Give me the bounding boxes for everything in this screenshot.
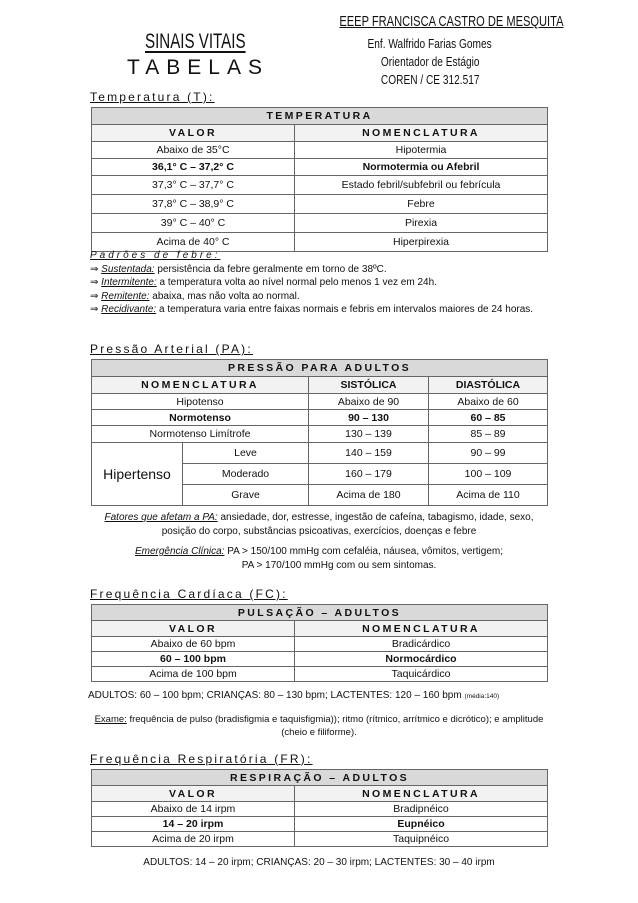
pressure-emergency: Emergência Clínica: PA > 150/100 mmHg com cefaléia, náusea, vômitos, vertigem; PA > 170/100 mmHg com ou sem sintomas.	[134, 546, 504, 571]
table-row: 39° C – 40° C Pirexia	[92, 214, 548, 233]
fever-patterns	[90, 249, 548, 317]
column-header-value: VALOR	[92, 786, 295, 802]
fever-item: ⇒ Intermitente: a temperatura volta ao nível normal pelo menos 1 vez em 24h.	[90, 277, 437, 288]
table-row: Abaixo de 14 irpm Bradipnéico	[92, 802, 548, 817]
fever-patterns-title: Padrões de febre:	[90, 250, 221, 261]
fever-item: ⇒ Recidivante: a temperatura varia entre faixas normais e febris em intervalos maiores de 24 horas.	[90, 304, 534, 315]
table-caption: RESPIRAÇÃO – ADULTOS	[92, 770, 548, 786]
table-row: Abaixo de 35°C Hipotermia	[92, 142, 548, 159]
school-name: EEEP FRANCISCA CASTRO DE MESQUITA	[339, 13, 564, 30]
table-row: Moderado 160 – 179 100 – 109	[92, 464, 548, 485]
heart-rate-table	[91, 604, 548, 682]
table-row: 14 – 20 irpm Eupnéico	[92, 817, 548, 832]
column-header-value: VALOR	[92, 125, 295, 142]
pulse-exam: Exame: frequência de pulso (bradisfigmia e taquisfigmia)); ritmo (rítmico, arrítmico e dicrótico); e amplitude (cheio e filiforme).	[94, 714, 544, 738]
table-row: 37,8° C – 38,9° C Febre	[92, 195, 548, 214]
pressure-factors: Fatores que afetam a PA: ansiedade, dor, estresse, ingestão de cafeína, tabagismo, idade, sexo, posição do corpo, substâncias psicoativas, exercícios, doenças e febre	[104, 512, 534, 537]
fever-item: ⇒ Sustentada: persistência da febre geralmente em torno de 38ºC.	[90, 263, 387, 275]
table-caption: TEMPERATURA	[92, 108, 548, 125]
fever-item: ⇒ Remitente: abaixa, mas não volta ao normal.	[90, 290, 300, 302]
coren-number: COREN / CE 312.517	[380, 72, 480, 87]
document-title: SINAIS VITAIS	[145, 30, 246, 53]
table-row: Hipertenso Leve 140 – 159 90 – 99	[92, 443, 548, 464]
teacher-role: Orientador de Estágio	[380, 54, 480, 69]
pressure-table	[91, 359, 548, 506]
column-header-diastolic: DIASTÓLICA	[429, 377, 548, 394]
temperature-section-title: Temperatura (T):	[90, 90, 215, 104]
column-header-systolic: SISTÓLICA	[309, 377, 429, 394]
table-row: 60 – 100 bpm Normocárdico	[92, 652, 548, 667]
table-row: Hipotenso Abaixo de 90 Abaixo de 60	[92, 394, 548, 410]
column-header-value: VALOR	[92, 621, 295, 637]
table-row: Grave Acima de 180 Acima de 110	[92, 485, 548, 506]
heart-rate-ages: ADULTOS: 60 – 100 bpm; CRIANÇAS: 80 – 130 bpm; LACTENTES: 120 – 160 bpm (média:140)	[88, 690, 500, 701]
table-caption: PRESSÃO PARA ADULTOS	[92, 360, 548, 377]
column-header-name: NOMENCLATURA	[295, 621, 548, 637]
table-row: Acima de 100 bpm Taquicárdico	[92, 667, 548, 682]
document-subtitle: TABELAS	[127, 56, 269, 79]
table-row: 36,1° C – 37,2° C Normotermia ou Afebril	[92, 159, 548, 176]
resp-rate-table	[91, 769, 548, 847]
hypertension-label: Hipertenso	[92, 443, 183, 506]
heart-section-title: Frequência Cardíaca (FC):	[90, 587, 288, 601]
pressure-section-title: Pressão Arterial (PA):	[90, 342, 253, 356]
table-row: 37,3° C – 37,7° C Estado febril/subfebril ou febrícula	[92, 176, 548, 195]
teacher-name: Enf. Walfrido Farias Gomes	[367, 36, 493, 51]
table-caption: PULSAÇÃO – ADULTOS	[92, 605, 548, 621]
resp-rate-ages: ADULTOS: 14 – 20 irpm; CRIANÇAS: 20 – 30 irpm; LACTENTES: 30 – 40 irpm	[143, 857, 495, 868]
column-header-name: NOMENCLATURA	[295, 125, 548, 142]
resp-section-title: Frequência Respiratória (FR):	[90, 752, 313, 766]
column-header-name: NOMENCLATURA	[295, 786, 548, 802]
table-row: Acima de 20 irpm Taquipnéico	[92, 832, 548, 847]
table-row: Normotenso Limítrofe 130 – 139 85 – 89	[92, 426, 548, 443]
table-row: Acima de 40° C Hiperpirexia	[92, 233, 548, 252]
column-header-name: NOMENCLATURA	[92, 377, 309, 394]
table-row: Abaixo de 60 bpm Bradicárdico	[92, 637, 548, 652]
table-row: Normotenso 90 – 130 60 – 85	[92, 410, 548, 426]
temperature-table	[91, 107, 548, 252]
